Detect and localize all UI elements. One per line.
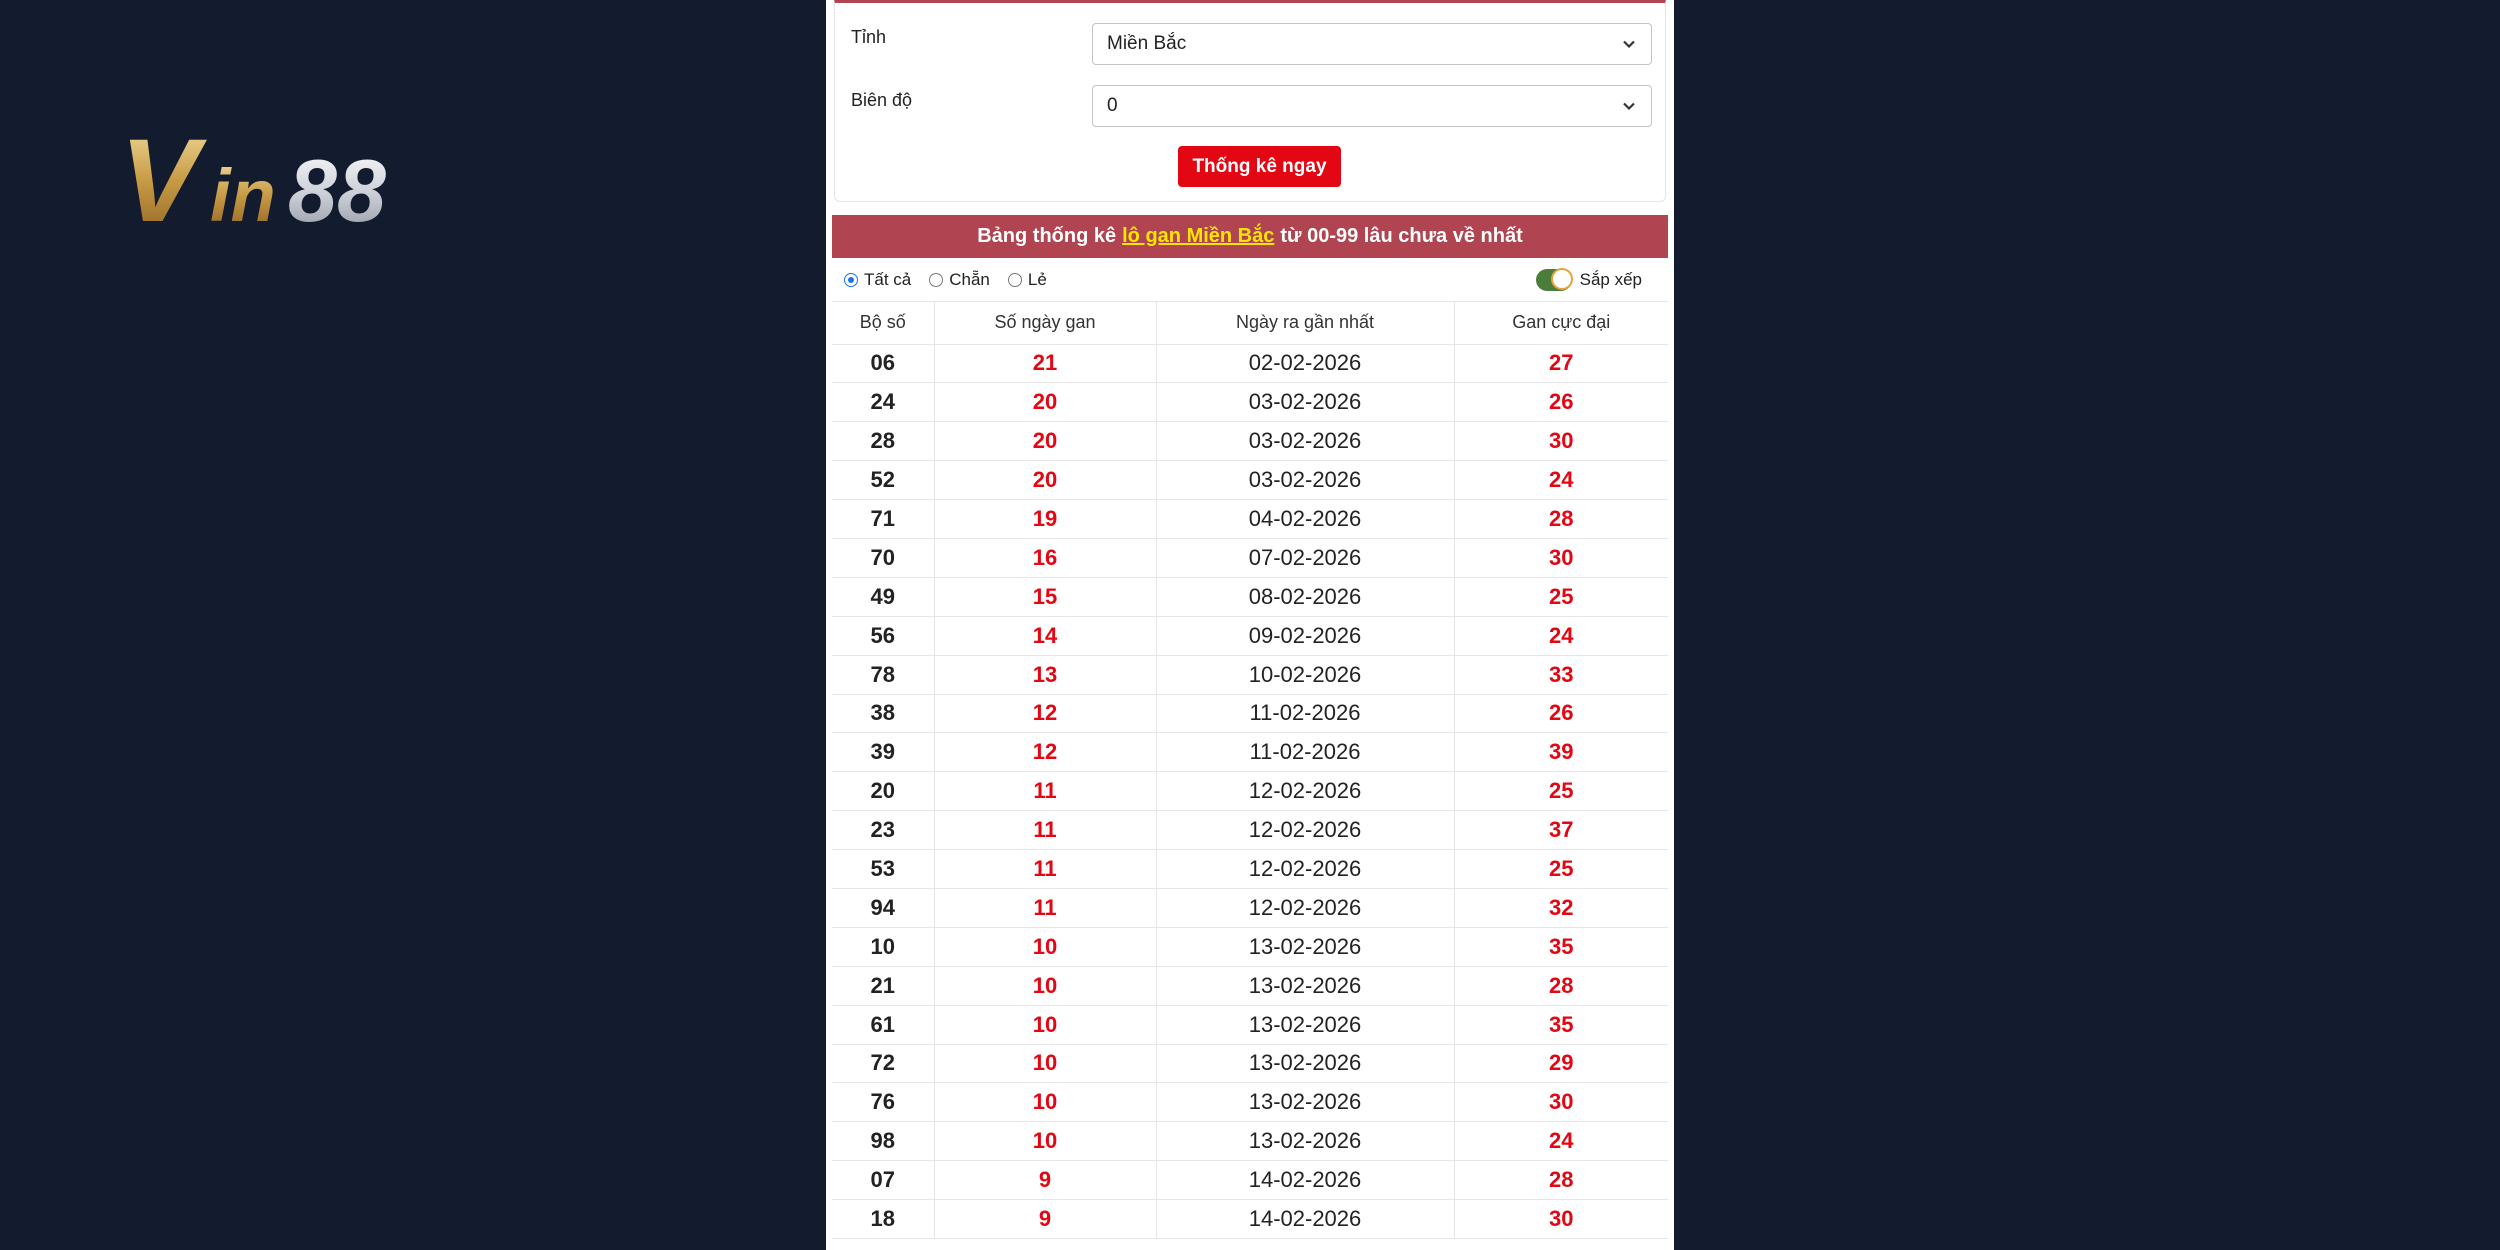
cell-days: 11 bbox=[934, 850, 1156, 889]
table-row bbox=[832, 927, 1668, 966]
table-row bbox=[832, 772, 1668, 811]
cell-number: 53 bbox=[832, 850, 934, 889]
cell-max-gan: 25 bbox=[1454, 577, 1668, 616]
cell-days: 10 bbox=[934, 1005, 1156, 1044]
cell-number: 49 bbox=[832, 577, 934, 616]
cell-last-date: 13-02-2026 bbox=[1156, 1122, 1454, 1161]
table-row bbox=[832, 733, 1668, 772]
cell-days: 10 bbox=[934, 1122, 1156, 1161]
amplitude-select[interactable] bbox=[1092, 85, 1652, 127]
table-row bbox=[832, 811, 1668, 850]
province-select[interactable] bbox=[1092, 23, 1652, 65]
cell-number: 52 bbox=[832, 461, 934, 500]
col-header-max-gan: Gan cực đại bbox=[1454, 302, 1668, 344]
cell-max-gan: 29 bbox=[1454, 1044, 1668, 1083]
cell-last-date: 04-02-2026 bbox=[1156, 500, 1454, 539]
table-title-before: Bảng thống kê bbox=[977, 225, 1117, 247]
cell-max-gan: 26 bbox=[1454, 383, 1668, 422]
cell-days: 16 bbox=[934, 538, 1156, 577]
radio-odd-dot[interactable] bbox=[1008, 273, 1022, 287]
cell-max-gan: 33 bbox=[1454, 655, 1668, 694]
cell-max-gan: 25 bbox=[1454, 772, 1668, 811]
table-row bbox=[832, 1122, 1668, 1161]
cell-days: 11 bbox=[934, 888, 1156, 927]
cell-max-gan: 35 bbox=[1454, 927, 1668, 966]
table-row bbox=[832, 1200, 1668, 1239]
cell-number: 39 bbox=[832, 733, 934, 772]
cell-max-gan: 26 bbox=[1454, 694, 1668, 733]
cell-last-date: 13-02-2026 bbox=[1156, 927, 1454, 966]
cell-max-gan: 39 bbox=[1454, 733, 1668, 772]
cell-number: 38 bbox=[832, 694, 934, 733]
cell-max-gan: 24 bbox=[1454, 461, 1668, 500]
table-header-row bbox=[832, 302, 1668, 344]
radio-all[interactable] bbox=[844, 270, 911, 290]
table-row bbox=[832, 1005, 1668, 1044]
cell-number: 20 bbox=[832, 772, 934, 811]
cell-last-date: 03-02-2026 bbox=[1156, 383, 1454, 422]
filter-options bbox=[832, 258, 1668, 302]
cell-days: 9 bbox=[934, 1161, 1156, 1200]
cell-number: 21 bbox=[832, 966, 934, 1005]
cell-number: 72 bbox=[832, 1044, 934, 1083]
cell-last-date: 03-02-2026 bbox=[1156, 461, 1454, 500]
cell-days: 20 bbox=[934, 383, 1156, 422]
cell-days: 13 bbox=[934, 655, 1156, 694]
chevron-down-icon bbox=[1621, 98, 1637, 114]
cell-last-date: 11-02-2026 bbox=[1156, 733, 1454, 772]
radio-all-label: Tất cả bbox=[864, 269, 912, 289]
table-row bbox=[832, 850, 1668, 889]
table-row bbox=[832, 344, 1668, 383]
cell-number: 61 bbox=[832, 1005, 934, 1044]
province-label: Tỉnh bbox=[851, 27, 887, 47]
cell-days: 12 bbox=[934, 733, 1156, 772]
radio-even-dot[interactable] bbox=[929, 273, 943, 287]
cell-days: 14 bbox=[934, 616, 1156, 655]
cell-last-date: 13-02-2026 bbox=[1156, 1044, 1454, 1083]
radio-even[interactable] bbox=[929, 270, 990, 290]
table-row bbox=[832, 500, 1668, 539]
lo-gan-table bbox=[832, 302, 1668, 1239]
cell-last-date: 12-02-2026 bbox=[1156, 888, 1454, 927]
cell-max-gan: 32 bbox=[1454, 888, 1668, 927]
table-title bbox=[832, 215, 1668, 258]
cell-max-gan: 37 bbox=[1454, 811, 1668, 850]
vin88-logo[interactable] bbox=[120, 118, 485, 238]
cell-last-date: 08-02-2026 bbox=[1156, 577, 1454, 616]
amplitude-value: 0 bbox=[1107, 95, 1118, 116]
cell-number: 10 bbox=[832, 927, 934, 966]
cell-number: 71 bbox=[832, 500, 934, 539]
cell-last-date: 12-02-2026 bbox=[1156, 811, 1454, 850]
cell-days: 10 bbox=[934, 966, 1156, 1005]
cell-number: 76 bbox=[832, 1083, 934, 1122]
province-value: Miền Bắc bbox=[1107, 33, 1187, 54]
cell-max-gan: 30 bbox=[1454, 538, 1668, 577]
svg-text:in: in bbox=[210, 154, 276, 237]
cell-days: 10 bbox=[934, 1044, 1156, 1083]
cell-last-date: 13-02-2026 bbox=[1156, 1083, 1454, 1122]
cell-max-gan: 24 bbox=[1454, 616, 1668, 655]
cell-number: 06 bbox=[832, 344, 934, 383]
cell-last-date: 13-02-2026 bbox=[1156, 1005, 1454, 1044]
col-header-days: Số ngày gan bbox=[934, 302, 1156, 344]
table-body bbox=[832, 344, 1668, 1238]
lottery-stats-panel bbox=[826, 0, 1674, 1250]
table-title-link[interactable]: lô gan Miền Bắc bbox=[1122, 225, 1275, 247]
cell-last-date: 14-02-2026 bbox=[1156, 1161, 1454, 1200]
table-row bbox=[832, 422, 1668, 461]
cell-max-gan: 30 bbox=[1454, 422, 1668, 461]
cell-number: 18 bbox=[832, 1200, 934, 1239]
col-header-number: Bộ số bbox=[832, 302, 934, 344]
cell-max-gan: 35 bbox=[1454, 1005, 1668, 1044]
logo-v-letter: V bbox=[120, 118, 199, 238]
cell-days: 15 bbox=[934, 577, 1156, 616]
cell-number: 28 bbox=[832, 422, 934, 461]
cell-last-date: 14-02-2026 bbox=[1156, 1200, 1454, 1239]
cell-days: 20 bbox=[934, 422, 1156, 461]
cell-max-gan: 25 bbox=[1454, 850, 1668, 889]
cell-days: 19 bbox=[934, 500, 1156, 539]
cell-last-date: 07-02-2026 bbox=[1156, 538, 1454, 577]
cell-number: 23 bbox=[832, 811, 934, 850]
table-row bbox=[832, 694, 1668, 733]
sort-control[interactable] bbox=[1536, 269, 1642, 291]
cell-number: 94 bbox=[832, 888, 934, 927]
cell-last-date: 03-02-2026 bbox=[1156, 422, 1454, 461]
cell-max-gan: 30 bbox=[1454, 1200, 1668, 1239]
cell-last-date: 12-02-2026 bbox=[1156, 850, 1454, 889]
radio-odd-label: Lẻ bbox=[1027, 269, 1047, 289]
cell-days: 11 bbox=[934, 811, 1156, 850]
table-row bbox=[832, 383, 1668, 422]
cell-max-gan: 28 bbox=[1454, 966, 1668, 1005]
cell-max-gan: 30 bbox=[1454, 1083, 1668, 1122]
radio-even-label: Chẵn bbox=[949, 269, 990, 289]
cell-days: 21 bbox=[934, 344, 1156, 383]
radio-all-dot[interactable] bbox=[844, 273, 858, 287]
submit-stats-button[interactable]: Thống kê ngay bbox=[1178, 146, 1341, 187]
filter-form bbox=[834, 0, 1666, 202]
cell-last-date: 12-02-2026 bbox=[1156, 772, 1454, 811]
svg-text:88: 88 bbox=[288, 141, 386, 238]
cell-number: 98 bbox=[832, 1122, 934, 1161]
cell-days: 10 bbox=[934, 1083, 1156, 1122]
table-row bbox=[832, 1161, 1668, 1200]
table-row bbox=[832, 655, 1668, 694]
radio-odd[interactable] bbox=[1008, 270, 1047, 290]
sort-label: Sắp xếp bbox=[1579, 269, 1642, 289]
table-row bbox=[832, 1083, 1668, 1122]
cell-max-gan: 24 bbox=[1454, 1122, 1668, 1161]
table-row bbox=[832, 577, 1668, 616]
cell-max-gan: 28 bbox=[1454, 1161, 1668, 1200]
cell-last-date: 10-02-2026 bbox=[1156, 655, 1454, 694]
cell-days: 20 bbox=[934, 461, 1156, 500]
cell-last-date: 09-02-2026 bbox=[1156, 616, 1454, 655]
table-row bbox=[832, 616, 1668, 655]
table-row bbox=[832, 1044, 1668, 1083]
cell-max-gan: 27 bbox=[1454, 344, 1668, 383]
chevron-down-icon bbox=[1621, 36, 1637, 52]
cell-days: 9 bbox=[934, 1200, 1156, 1239]
logo-graphic bbox=[120, 118, 485, 238]
col-header-last-date: Ngày ra gần nhất bbox=[1156, 302, 1454, 344]
amplitude-label: Biên độ bbox=[851, 90, 913, 110]
cell-days: 12 bbox=[934, 694, 1156, 733]
cell-last-date: 02-02-2026 bbox=[1156, 344, 1454, 383]
sort-toggle[interactable] bbox=[1536, 269, 1572, 291]
cell-last-date: 11-02-2026 bbox=[1156, 694, 1454, 733]
cell-days: 11 bbox=[934, 772, 1156, 811]
cell-number: 07 bbox=[832, 1161, 934, 1200]
cell-number: 70 bbox=[832, 538, 934, 577]
table-title-after: từ 00-99 lâu chưa về nhất bbox=[1280, 225, 1523, 247]
table-row bbox=[832, 966, 1668, 1005]
cell-number: 56 bbox=[832, 616, 934, 655]
cell-days: 10 bbox=[934, 927, 1156, 966]
table-row bbox=[832, 888, 1668, 927]
cell-max-gan: 28 bbox=[1454, 500, 1668, 539]
cell-number: 78 bbox=[832, 655, 934, 694]
cell-number: 24 bbox=[832, 383, 934, 422]
table-row bbox=[832, 538, 1668, 577]
table-row bbox=[832, 461, 1668, 500]
cell-last-date: 13-02-2026 bbox=[1156, 966, 1454, 1005]
